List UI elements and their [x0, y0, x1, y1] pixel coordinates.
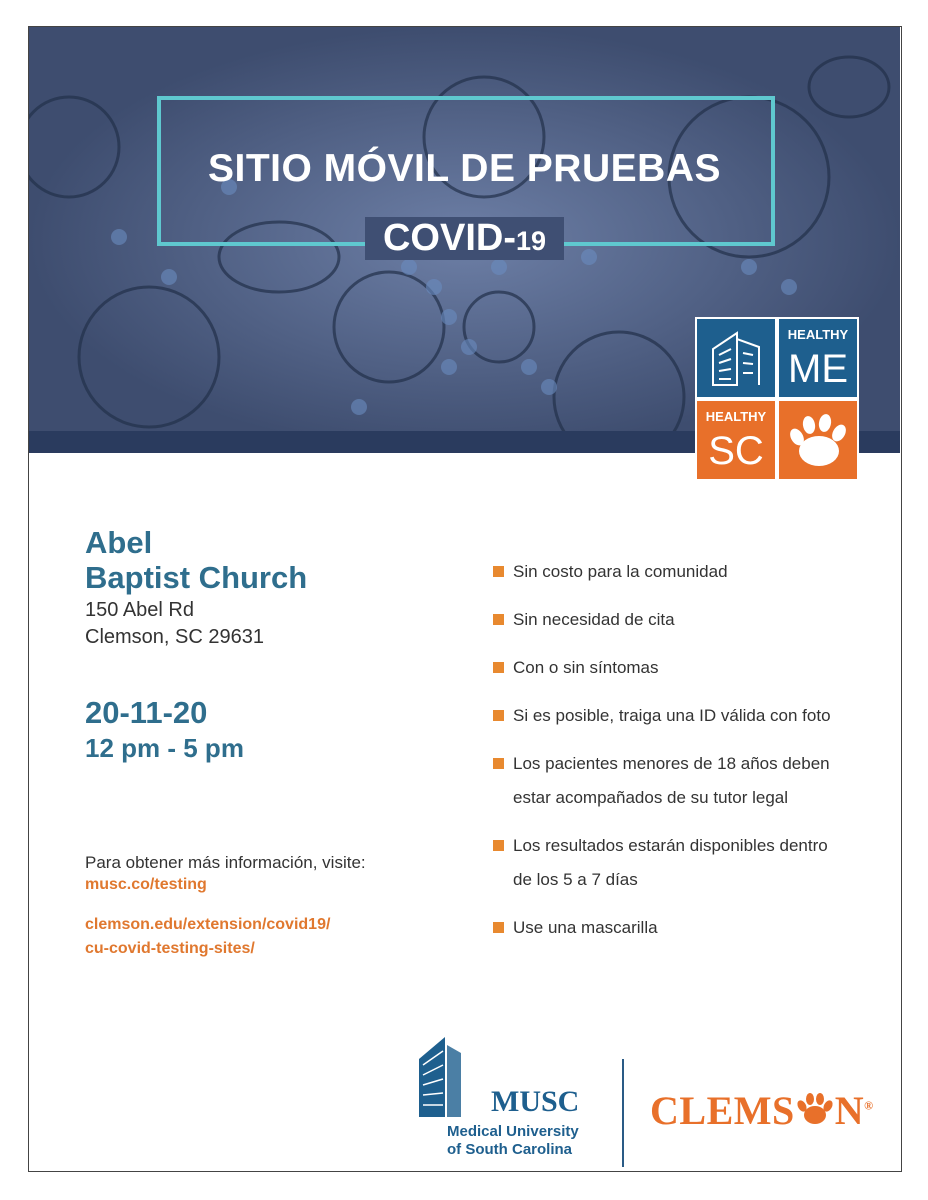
- clemson-word-start: CLEMS: [650, 1088, 795, 1133]
- musc-subtitle: [447, 1123, 579, 1159]
- list-item: [493, 651, 893, 685]
- registered-mark: ®: [864, 1098, 874, 1113]
- orange-square-bullet-icon: [493, 758, 504, 769]
- orange-square-bullet-icon: [493, 922, 504, 933]
- musc-subtitle-line2: of South Carolina: [447, 1141, 572, 1158]
- bullet-text: Los pacientes menores de 18 años deben: [513, 754, 830, 773]
- bullet-text: Sin necesidad de cita: [513, 610, 675, 629]
- clemson-wordmark: [650, 1087, 874, 1134]
- bullet-text: Use una mascarilla: [513, 918, 658, 937]
- bullet-text: Si es posible, traiga una ID válida con foto: [513, 706, 831, 725]
- bullet-text-continued: de los 5 a 7 días: [513, 870, 638, 889]
- healthy-sc-tile: [697, 401, 775, 479]
- bullet-text: Los resultados estarán disponibles dentro: [513, 836, 828, 855]
- healthy-me-word: ME: [788, 347, 848, 391]
- healthy-me-label: HEALTHY: [787, 327, 849, 342]
- clemson-link-line2: cu-covid-testing-sites/: [85, 940, 255, 957]
- bullet-text: Con o sin síntomas: [513, 658, 659, 677]
- healthy-sc-word: SC: [708, 429, 764, 473]
- clemson-paw-icon: [795, 1092, 835, 1126]
- paw-tile: [779, 401, 857, 479]
- venue-name-line1: Abel: [85, 525, 153, 560]
- flyer-frame: [28, 26, 902, 1172]
- address-city: Clemson, SC 29631: [85, 626, 264, 648]
- orange-square-bullet-icon: [493, 662, 504, 673]
- orange-square-bullet-icon: [493, 614, 504, 625]
- address-street: 150 Abel Rd: [85, 599, 194, 621]
- headline-covid-main: COVID-: [382, 217, 516, 259]
- healthy-sc-label: HEALTHY: [705, 409, 767, 424]
- bullet-text-continued: estar acompañados de su tutor legal: [513, 788, 789, 807]
- healthy-me-tile: [779, 319, 857, 397]
- venue-address: [85, 597, 264, 651]
- list-item: [493, 699, 893, 733]
- clemson-word-end: N: [834, 1088, 865, 1133]
- list-item: [493, 911, 893, 945]
- clemson-testing-link[interactable]: [85, 913, 330, 961]
- list-item: [493, 829, 893, 897]
- bullet-text: Sin costo para la comunidad: [513, 562, 728, 581]
- musc-wordmark: MUSC: [491, 1085, 580, 1118]
- list-item: [493, 747, 893, 815]
- headline-line1: SITIO MÓVIL DE PRUEBAS: [207, 147, 721, 190]
- headline-covid: [365, 217, 564, 260]
- tiger-paw-icon: [779, 401, 857, 479]
- logo-divider: [622, 1059, 624, 1167]
- clemson-link-line1: clemson.edu/extension/covid19/: [85, 916, 331, 933]
- hospital-building-icon: [697, 319, 775, 397]
- info-bullet-list: [493, 555, 893, 959]
- more-info-text: Para obtener más información, visite:: [85, 853, 366, 872]
- headline-covid-number: 19: [515, 226, 547, 256]
- venue-name: [85, 525, 307, 595]
- healthy-me-healthy-sc-badge: [695, 317, 859, 481]
- musc-subtitle-line1: Medical University: [447, 1123, 579, 1140]
- building-tile: [697, 319, 775, 397]
- orange-square-bullet-icon: [493, 566, 504, 577]
- venue-name-line2: Baptist Church: [85, 560, 308, 595]
- orange-square-bullet-icon: [493, 840, 504, 851]
- headline-line2: [29, 217, 900, 260]
- list-item: [493, 603, 893, 637]
- orange-square-bullet-icon: [493, 710, 504, 721]
- event-time: 12 pm - 5 pm: [85, 733, 244, 763]
- musc-testing-link[interactable]: musc.co/testing: [85, 876, 207, 893]
- event-date: 20-11-20: [85, 695, 208, 730]
- list-item: [493, 555, 893, 589]
